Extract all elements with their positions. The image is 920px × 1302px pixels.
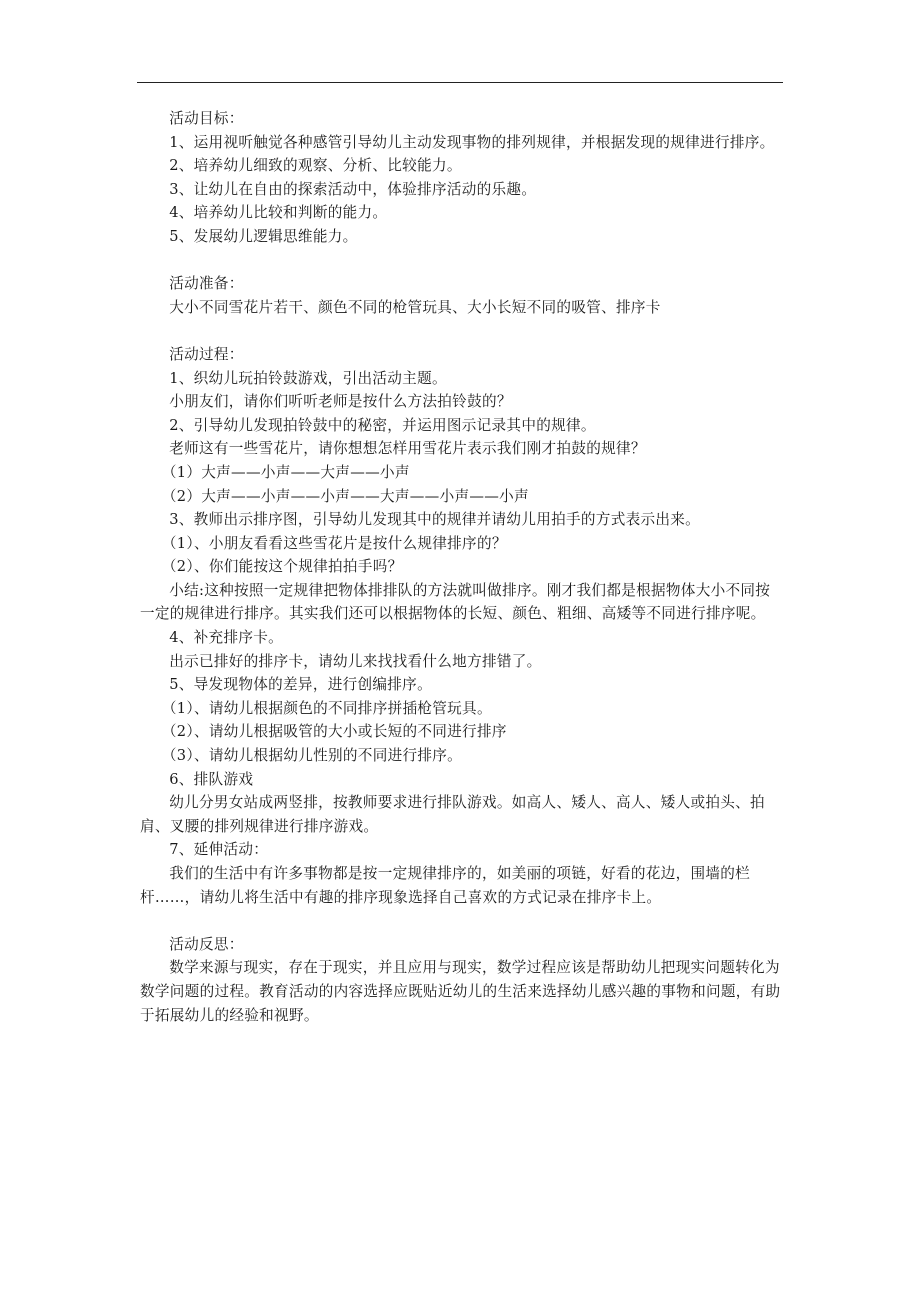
process-line: （1）、小朋友看看这些雪花片是按什么规律排序的？ [161, 534, 507, 552]
process-line: （1）大声——小声——大声——小声 [161, 463, 410, 481]
process-line: 出示已排好的排序卡，请幼儿来找找看什么地方排错了。 [169, 652, 542, 670]
goal-item: 3、让幼儿在自由的探索活动中，体验排序活动的乐趣。 [169, 180, 537, 198]
reflection-text: 数学来源与现实，存在于现实，并且应用与现实，数学过程应该是帮助幼儿把现实问题转化为数学问题的过程。教育活动的内容选择应既贴近幼儿的生活来选择幼儿感兴趣的事物和问题，有助于拓展幼儿的经验和视野。 [140, 959, 781, 1024]
process-line: 幼儿分男女站成两竖排，按教师要求进行排队游戏。如高人、矮人、高人、矮人或拍头、拍肩、叉腰的排列规律进行排序游戏。 [140, 794, 765, 835]
process-line: 5、导发现物体的差异，进行创编排序。 [169, 676, 432, 694]
section-gap [140, 909, 782, 933]
goal-item: 5、发展幼儿逻辑思维能力。 [169, 227, 358, 245]
process-line: 我们的生活中有许多事物都是按一定规律排序的，如美丽的项链，好看的花边，围墙的栏杆……，请幼儿将生活中有趣的排序现象选择自己喜欢的方式记录在排序卡上。 [140, 865, 751, 906]
goal-item: 2、培养幼儿细致的观察、分析、比较能力。 [169, 157, 462, 175]
process-line: （1）、请幼儿根据颜色的不同排序拼插枪管玩具。 [161, 699, 492, 717]
goals-heading: 活动目标： [169, 110, 244, 127]
process-line: （2）、你们能按这个规律拍拍手吗？ [161, 558, 403, 576]
section-gap [140, 319, 782, 343]
process-line: （2）大声——小声——小声——大声——小声——小声 [161, 487, 529, 505]
document-body [140, 107, 782, 1027]
goal-item: 1、运用视听触觉各种感管引导幼儿主动发现事物的排列规律，并根据发现的规律进行排序。 [169, 133, 775, 151]
process-line: （2）、请幼儿根据吸管的大小或长短的不同进行排序 [161, 723, 507, 741]
section-gap [140, 249, 782, 273]
process-heading: 活动过程： [169, 345, 244, 363]
preparation-text: 大小不同雪花片若干、颜色不同的枪管玩具、大小长短不同的吸管、排序卡 [169, 298, 661, 316]
header-rule [137, 82, 783, 83]
process-line: 2、引导幼儿发现拍铃鼓中的秘密，并运用图示记录其中的规律。 [169, 416, 596, 434]
process-summary: 小结:这种按照一定规律把物体排排队的方法就叫做排序。刚才我们都是根据物体大小不同按一定的规律进行排序。其实我们还可以根据物体的长短、颜色、粗细、高矮等不同进行排序呢。 [140, 581, 771, 623]
process-line: 老师这有一些雪花片，请你想想怎样用雪花片表示我们刚才拍鼓的规律？ [169, 440, 646, 458]
reflection-heading: 活动反思： [169, 935, 244, 953]
process-line: 小朋友们，请你们听听老师是按什么方法拍铃鼓的？ [169, 393, 512, 411]
process-line: 1、织幼儿玩拍铃鼓游戏，引出活动主题。 [169, 369, 447, 387]
goal-item: 4、培养幼儿比较和判断的能力。 [169, 204, 388, 222]
process-line: 7、延伸活动： [169, 841, 269, 859]
process-line: （3）、请幼儿根据幼儿性别的不同进行排序。 [161, 747, 463, 765]
process-line: 4、补充排序卡。 [169, 629, 284, 647]
process-line: 6、排队游戏 [169, 770, 254, 788]
process-line: 3、教师出示排序图，引导幼儿发现其中的规律并请幼儿用拍手的方式表示出来。 [169, 511, 701, 529]
preparation-heading: 活动准备： [169, 275, 244, 293]
